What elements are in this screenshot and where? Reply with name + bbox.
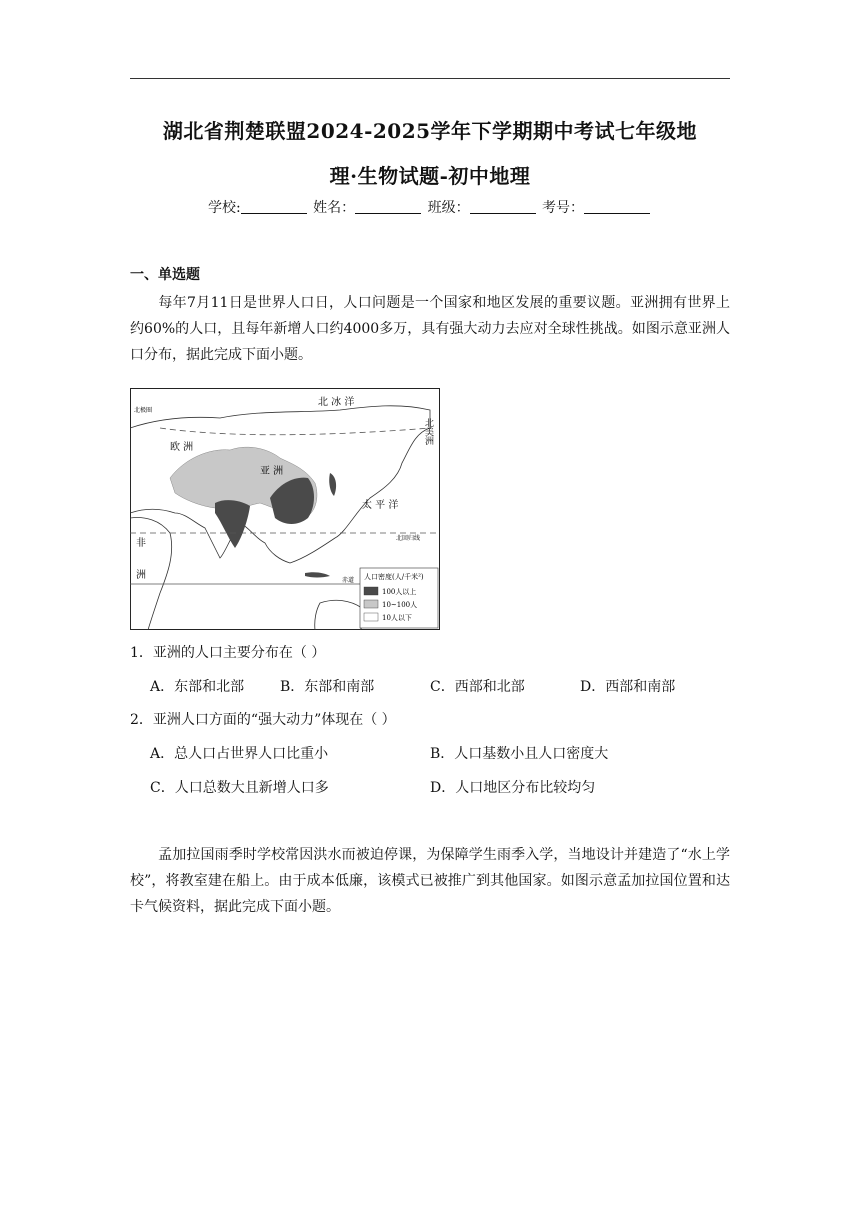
page-title-line2: 理·生物试题-初中地理 [329,164,531,188]
school-blank[interactable] [241,199,307,214]
legend-title: 人口密度(人/千米²) [364,573,424,581]
label-tropic: 北回归线 [395,535,420,542]
label-pacific: 太 平 洋 [362,500,399,511]
legend-swatch-low [364,613,378,621]
passage-1-text: 每年7月11日是世界人口日，人口问题是一个国家和地区发展的重要议题。亚洲拥有世界上约60%的人口，且每年新增人口约4000多万，具有强大动力去应对全球性挑战。如图示意亚洲人口分布，据此完成下面小题。 [130,295,730,363]
exam-number-label: 考号： [542,200,585,216]
class-blank[interactable] [470,199,536,214]
legend-swatch-high [364,587,378,595]
legend-high: 100人以上 [382,588,417,596]
school-label: 学校: [207,200,241,216]
exam-number-blank[interactable] [584,199,650,214]
label-north-america: 北美洲 [423,418,433,445]
question-1-option-c[interactable]: C．西部和北部 [430,679,525,695]
label-arctic-ocean: 北 冰 洋 [318,397,355,408]
page-title-line1: 湖北省荆楚联盟2024-2025学年下学期期中考试七年级地 [162,119,698,143]
passage-2-text: 孟加拉国雨季时学校常因洪水而被迫停课，为保障学生雨季入学，当地设计并建造了“水上学校”，将教室建在船上。由于成本低廉，该模式已被推广到其他国家。如图示意孟加拉国位置和达卡气候资料，据此完成下面小题。 [130,847,730,915]
label-asia: 亚 洲 [260,466,284,477]
question-1-option-d[interactable]: D．西部和南部 [580,679,676,695]
question-1-stem: 1．亚洲的人口主要分布在（ ） [130,645,326,661]
question-2-option-a[interactable]: A．总人口占世界人口比重小 [150,746,329,762]
name-label: 姓名： [313,200,356,216]
question-2-option-b[interactable]: B．人口基数小且人口密度大 [430,746,609,762]
label-africa-2: 洲 [136,570,146,581]
legend-low: 10人以下 [382,614,412,622]
question-1-option-a[interactable]: A．东部和北部 [150,679,245,695]
label-equator: 赤道 [342,577,355,584]
legend-swatch-mid [364,600,378,608]
label-arctic-circle: 北极圈 [134,407,153,414]
legend-mid: 10~100人 [382,601,418,609]
question-2-option-d[interactable]: D．人口地区分布比较均匀 [430,780,596,796]
passage-2 [130,842,730,920]
asia-population-map [130,388,440,630]
top-rule [130,78,730,79]
question-2-stem: 2．亚洲人口方面的“强大动力”体现在（ ） [130,712,396,728]
passage-1 [130,290,730,368]
label-africa-1: 非 [136,538,146,549]
section-heading: 一、单选题 [130,267,200,283]
question-2-option-c[interactable]: C．人口总数大且新增人口多 [150,780,329,796]
label-europe: 欧 洲 [170,442,194,453]
class-label: 班级： [427,200,470,216]
student-info-row [130,197,730,217]
map-legend [360,568,438,628]
name-blank[interactable] [355,199,421,214]
question-1-option-b[interactable]: B．东部和南部 [280,679,375,695]
